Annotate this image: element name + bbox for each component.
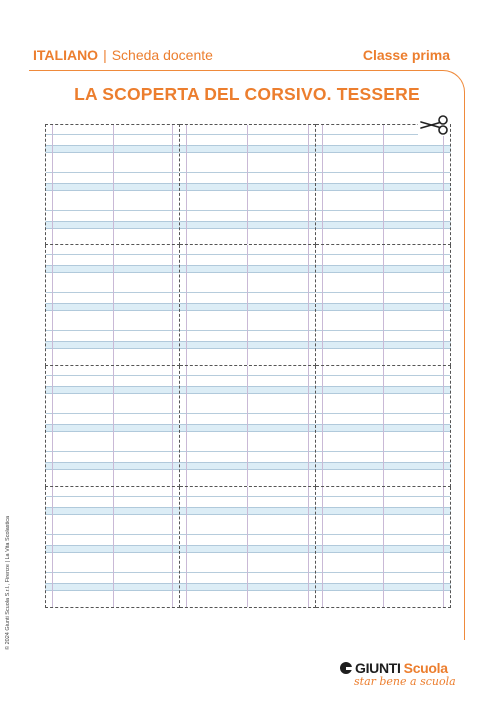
tessera-card: [45, 487, 180, 608]
page-title: LA SCOPERTA DEL CORSIVO. TESSERE: [74, 84, 420, 104]
tessera-card: [180, 245, 315, 366]
ruling-vertical-line: [172, 125, 173, 244]
ruling-vertical-line: [322, 366, 323, 486]
ruling-vertical-line: [172, 366, 173, 486]
ruling-vertical-line: [247, 245, 248, 365]
ruling-vertical-line: [186, 487, 187, 607]
giunti-logo-icon: [340, 662, 352, 674]
logo-brand-secondary: Scuola: [403, 660, 448, 676]
card-grid: [45, 124, 451, 608]
tessera-card: [316, 487, 451, 608]
tessera-card: [45, 124, 180, 245]
publisher-logo: [340, 660, 465, 700]
copyright-credit: © 2024 Giunti Scuola S.r.l., Firenze | La Vita Scolastica: [5, 515, 11, 650]
logo-brand-primary: GIUNTI: [355, 660, 401, 676]
logo-tagline: star bene a scuola: [354, 675, 456, 688]
ruling-vertical-line: [186, 245, 187, 365]
tessera-card: [316, 124, 451, 245]
ruling-vertical-line: [322, 487, 323, 607]
ruling-vertical-line: [247, 366, 248, 486]
ruling-vertical-line: [383, 366, 384, 486]
ruling-vertical-line: [322, 245, 323, 365]
ruling-vertical-line: [113, 487, 114, 607]
ruling-vertical-line: [383, 125, 384, 244]
subject-label: ITALIANO: [33, 47, 99, 63]
ruling-vertical-line: [113, 245, 114, 365]
scissors-icon: [418, 114, 450, 136]
logo-brand: [340, 660, 465, 676]
ruling-vertical-line: [186, 125, 187, 244]
ruling-vertical-line: [113, 366, 114, 486]
ruling-vertical-line: [186, 366, 187, 486]
ruling-vertical-line: [383, 487, 384, 607]
ruling-vertical-line: [52, 487, 53, 607]
tessera-card: [45, 245, 180, 366]
ruling-vertical-line: [172, 487, 173, 607]
tessera-card: [316, 366, 451, 487]
tessera-card: [180, 124, 315, 245]
ruling-vertical-line: [443, 125, 444, 244]
tessera-card: [316, 245, 451, 366]
ruling-vertical-line: [308, 125, 309, 244]
ruling-vertical-line: [443, 366, 444, 486]
ruling-vertical-line: [383, 245, 384, 365]
ruling-vertical-line: [322, 125, 323, 244]
ruling-vertical-line: [172, 245, 173, 365]
ruling-vertical-line: [443, 487, 444, 607]
ruling-vertical-line: [52, 366, 53, 486]
ruling-vertical-line: [113, 125, 114, 244]
ruling-vertical-line: [52, 245, 53, 365]
class-level-label: Classe prima: [362, 47, 450, 63]
ruling-vertical-line: [308, 245, 309, 365]
ruling-vertical-line: [247, 487, 248, 607]
tessera-card: [180, 366, 315, 487]
header-separator: |: [103, 47, 107, 63]
ruling-vertical-line: [308, 366, 309, 486]
ruling-vertical-line: [52, 125, 53, 244]
ruling-vertical-line: [308, 487, 309, 607]
tessera-card: [45, 366, 180, 487]
tessera-card: [180, 487, 315, 608]
ruling-vertical-line: [247, 125, 248, 244]
ruling-vertical-line: [443, 245, 444, 365]
page-header: [33, 44, 450, 66]
sheet-type-label: Scheda docente: [111, 47, 213, 63]
header-left: [33, 47, 213, 63]
